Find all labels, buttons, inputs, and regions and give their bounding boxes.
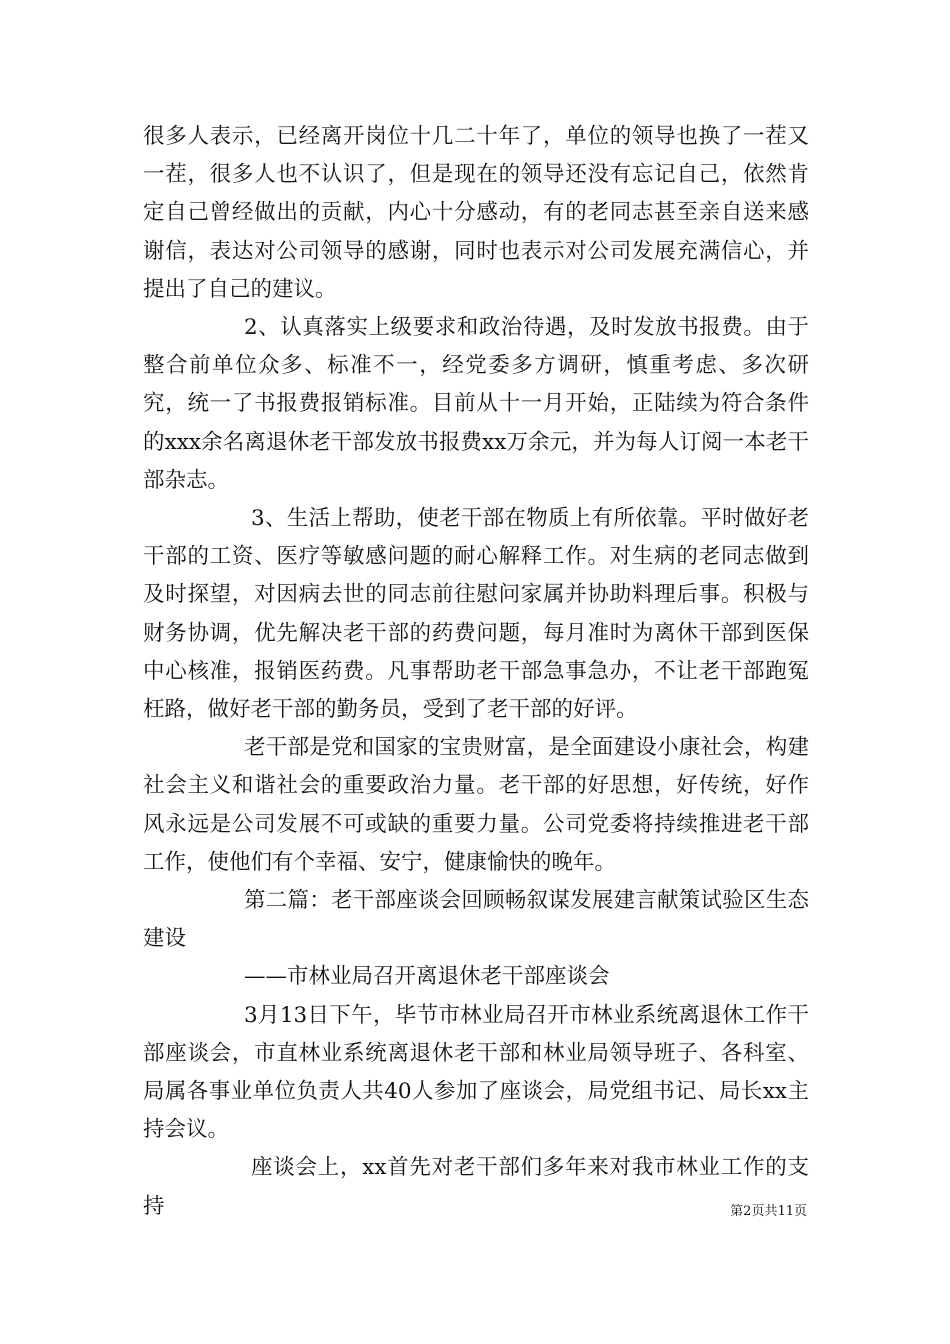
paragraph-item-3: 3、生活上帮助，使老干部在物质上有所依靠。平时做好老干部的工资、医疗等敏感问题的耐心解释工作。对生病的老同志做到及时探望，对因病去世的同志前往慰问家属并协助料理后事。积极与财务协调，优先解决老干部的药费问题，每月准时为离休干部到医保中心核准，报销医药费。凡事帮助老干部急事急办，不让老干部跑冤枉路，做好老干部的勤务员，受到了老干部的好评。 (143, 506, 809, 723)
page-number: 第2页共11页 (730, 1204, 807, 1219)
paragraph-meeting-speech: 座谈会上，xx首先对老干部们多年来对我市林业工作的支持 (143, 1155, 809, 1219)
section-subheading: ——市林业局召开离退休老干部座谈会 (244, 964, 610, 990)
paragraph-item-2: 2、认真落实上级要求和政治待遇，及时发放书报费。由于整合前单位众多、标准不一，经党委多方调研，慎重考虑、多次研究，统一了书报费报销标准。目前从十一月开始，正陆续为符合条件的xxx余名离退休老干部发放书报费xx万余元，并为每人订阅一本老干部杂志。 (143, 315, 809, 493)
paragraph-continuation: 很多人表示，已经离开岗位十几二十年了，单位的领导也换了一茬又一茬，很多人也不认识了，但是现在的领导还没有忘记自己，依然肯定自己曾经做出的贡献，内心十分感动，有的老同志甚至亲自送来感谢信，表达对公司领导的感谢，同时也表示对公司发展充满信心，并提出了自己的建议。 (143, 124, 809, 302)
document-body (143, 118, 809, 1226)
paragraph-meeting: 3月13日下午，毕节市林业局召开市林业系统离退休工作干部座谈会，市直林业系统离退休老干部和林业局领导班子、各科室、局属各事业单位负责人共40人参加了座谈会，局党组书记、局长xx主持会议。 (143, 1002, 809, 1143)
section-heading: 第二篇：老干部座谈会回顾畅叙谋发展建言献策试验区生态建设 (143, 888, 809, 952)
paragraph-conclusion: 老干部是党和国家的宝贵财富，是全面建设小康社会，构建社会主义和谐社会的重要政治力量。老干部的好思想，好传统，好作风永远是公司发展不可或缺的重要力量。公司党委将持续推进老干部工作，使他们有个幸福、安宁，健康愉快的晚年。 (143, 735, 809, 875)
